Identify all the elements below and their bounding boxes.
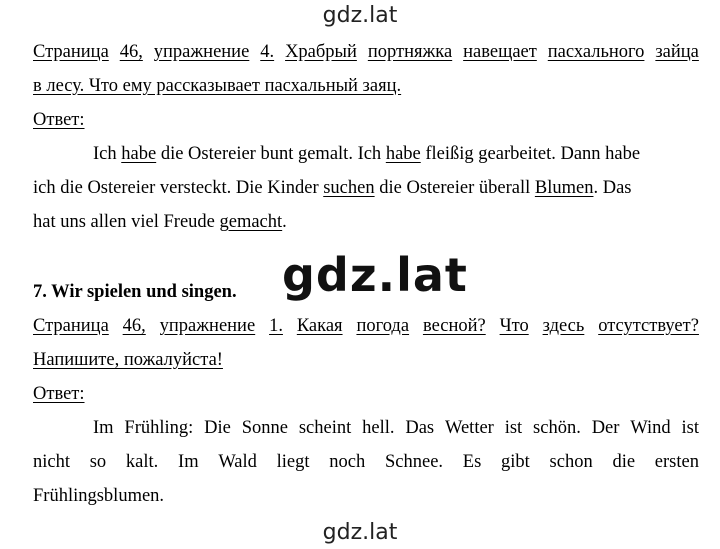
answer-word: Wald [218, 452, 257, 472]
answer-text: die Ostereier überall [374, 178, 535, 198]
watermark-top: gdz.lat [322, 3, 398, 28]
task-line-2: в лесу. Что ему рассказывает пасхальный заяц. [33, 76, 402, 96]
answer-word: hell. [362, 418, 395, 438]
answer-text: die Ostereier bunt gemalt. Ich [156, 144, 386, 164]
answer-word: Schnee. [384, 452, 444, 472]
answer-word: kalt. [125, 452, 159, 472]
watermark-bottom: gdz.lat [322, 520, 398, 545]
answer-word: Sonne [241, 418, 288, 438]
answer-word: Es [462, 452, 482, 472]
answer-filled-word: habe [121, 144, 157, 164]
answer-text: hat uns allen viel Freude [33, 212, 220, 232]
answer-label: Ответ: [33, 110, 85, 130]
answer-text: . Das [593, 178, 632, 198]
answer-text: Ich [93, 144, 122, 164]
task-word: Какая [296, 316, 343, 336]
watermark-middle: gdz.lat [282, 248, 468, 302]
answer-text: ich die Ostereier versteckt. Die Kinder [33, 178, 324, 198]
answer-word: Die [204, 418, 231, 438]
answer-line-3 [33, 205, 699, 239]
task-word: пасхального [547, 42, 645, 62]
task-line-1 [33, 309, 699, 343]
task-word: здесь [542, 316, 585, 336]
answer-word: Im [178, 452, 199, 472]
answer-word: Das [405, 418, 435, 438]
task-line-1 [33, 35, 699, 69]
task-word: упражнение [153, 42, 250, 62]
answer-filled-word: Blumen [534, 178, 594, 198]
task-line-2: Напишите, пожалуйста! [33, 350, 223, 370]
task-word: Что [499, 316, 529, 336]
answer-word: so [89, 452, 107, 472]
answer-word: Der [591, 418, 620, 438]
answer-line-1 [33, 411, 699, 445]
answer-line-3: Frühlingsblumen. [33, 486, 165, 506]
answer-line-1 [33, 137, 699, 171]
answer-word: Im [93, 418, 114, 438]
answer-filled-word: habe [385, 144, 421, 164]
task-word: упражнение [159, 316, 256, 336]
task-word: 46, [119, 42, 143, 62]
exercise-block-1 [33, 35, 699, 239]
answer-text: fleißig gearbeitet. Dann habe [420, 144, 641, 164]
answer-filled-word: suchen [323, 178, 375, 198]
answer-word: nicht [33, 452, 70, 472]
answer-line-2 [33, 171, 699, 205]
answer-filled-word: gemacht [219, 212, 283, 232]
answer-word: Frühling: [124, 418, 194, 438]
answer-word: ist [681, 418, 699, 438]
answer-word: ist [504, 418, 523, 438]
task-word: отсутствует? [598, 316, 699, 336]
task-word: Храбрый [285, 42, 357, 62]
task-word: 1. [269, 316, 283, 336]
task-word: Страница [33, 316, 109, 336]
answer-word: scheint [298, 418, 352, 438]
answer-line-2 [33, 445, 699, 479]
exercise-block-2 [33, 275, 699, 513]
answer-word: Wind [630, 418, 671, 438]
answer-word: Wetter [444, 418, 494, 438]
answer-word: schon [549, 452, 593, 472]
answer-word: gibt [501, 452, 530, 472]
task-word: навещает [463, 42, 537, 62]
task-word: весной? [422, 316, 486, 336]
answer-word: die [612, 452, 636, 472]
answer-word: schön. [533, 418, 581, 438]
answer-word: liegt [276, 452, 310, 472]
task-word: зайца [655, 42, 699, 62]
task-word: 46, [122, 316, 146, 336]
answer-label: Ответ: [33, 384, 85, 404]
task-word: Страница [33, 42, 109, 62]
task-word: погода [356, 316, 410, 336]
section-heading: 7. Wir spielen und singen. [33, 282, 237, 302]
task-word: 4. [260, 42, 275, 62]
task-word: портняжка [367, 42, 453, 62]
answer-word: noch [329, 452, 366, 472]
answer-word: ersten [654, 452, 699, 472]
answer-text: . [282, 212, 287, 232]
